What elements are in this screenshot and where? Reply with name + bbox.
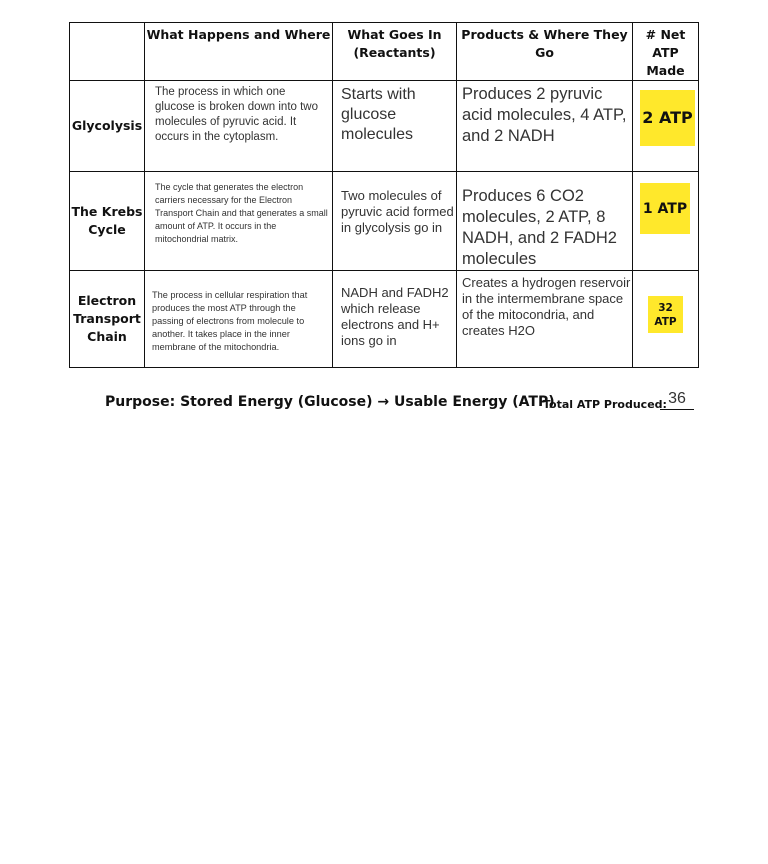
cell-products: Creates a hydrogen reservoir in the intermembrane space of the mitocondria, and creates H2O [457, 271, 633, 368]
table-row [70, 271, 699, 368]
header-what-happens: What Happens and Where [145, 23, 333, 81]
atp-highlight-badge: 2 ATP [640, 90, 695, 146]
cellular-respiration-table [69, 22, 699, 368]
header-net-atp: # Net ATP Made [633, 23, 699, 81]
purpose-statement: Purpose: Stored Energy (Glucose) → Usable Energy (ATP) [105, 394, 555, 410]
atp-highlight-badge: 1 ATP [640, 183, 690, 234]
total-atp-label: Total ATP Produced: [543, 398, 667, 411]
atp-highlight-badge: 32 ATP [648, 296, 683, 333]
row-label-electron-transport-chain: Electron Transport Chain [70, 271, 145, 368]
cell-reactants: NADH and FADH2 which release electrons and H+ ions go in [333, 271, 457, 368]
total-atp-value: 36 [660, 389, 694, 410]
cell-reactants: Two molecules of pyruvic acid formed in glycolysis go in [333, 172, 457, 271]
header-row [70, 23, 699, 81]
cell-reactants: Starts with glucose molecules [333, 81, 457, 172]
cell-what-happens: The cycle that generates the electron carriers necessary for the Electron Transport Chain and that generates a small amount of ATP. It occurs in the mitochondrial matrix. [145, 172, 333, 271]
row-label-krebs-cycle: The Krebs Cycle [70, 172, 145, 271]
cell-net-atp [633, 172, 699, 271]
cell-net-atp [633, 271, 699, 368]
cell-products: Produces 2 pyruvic acid molecules, 4 ATP, and 2 NADH [457, 81, 633, 172]
cell-what-happens: The process in cellular respiration that produces the most ATP through the passing of electrons from molecule to another. It takes place in the inner membrane of the mitochondria. [145, 271, 333, 368]
cell-net-atp [633, 81, 699, 172]
header-reactants: What Goes In (Reactants) [333, 23, 457, 81]
cell-what-happens: The process in which one glucose is broken down into two molecules of pyruvic acid. It occurs in the cytoplasm. [145, 81, 333, 172]
header-products: Products & Where They Go [457, 23, 633, 81]
row-label-glycolysis: Glycolysis [70, 81, 145, 172]
table-row [70, 81, 699, 172]
cell-products: Produces 6 CO2 molecules, 2 ATP, 8 NADH, and 2 FADH2 molecules [457, 172, 633, 271]
header-blank [70, 23, 145, 81]
table-row [70, 172, 699, 271]
